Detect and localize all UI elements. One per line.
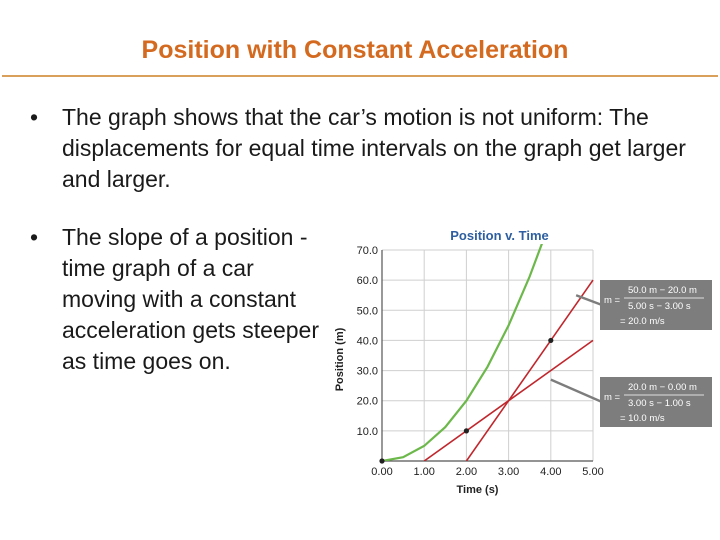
x-tick-label: 1.00 bbox=[413, 466, 435, 478]
slope-result: = 20.0 m/s bbox=[620, 316, 665, 327]
y-tick-label: 30.0 bbox=[356, 365, 378, 378]
data-point bbox=[379, 458, 384, 463]
slope-callout bbox=[551, 377, 712, 427]
slope-denominator: 5.00 s − 3.00 s bbox=[628, 301, 691, 312]
slope-numerator: 20.0 m − 0.00 m bbox=[628, 382, 697, 393]
y-tick-label: 70.0 bbox=[356, 245, 378, 257]
y-tick-label: 10.0 bbox=[356, 425, 378, 438]
x-axis-title: Time (s) bbox=[456, 484, 499, 496]
chart-title: Position v. Time bbox=[450, 228, 549, 243]
slope-symbol: m = bbox=[604, 392, 621, 403]
x-tick-label: 0.00 bbox=[371, 466, 393, 478]
y-tick-label: 50.0 bbox=[356, 305, 378, 318]
data-point bbox=[548, 338, 553, 343]
chart-svg bbox=[325, 222, 715, 502]
position-curve bbox=[382, 222, 593, 461]
slope-callout bbox=[576, 280, 712, 330]
slope-denominator: 3.00 s − 1.00 s bbox=[628, 398, 691, 409]
callout-pointer bbox=[551, 380, 602, 402]
y-tick-label: 60.0 bbox=[356, 275, 378, 288]
slope-numerator: 50.0 m − 20.0 m bbox=[628, 285, 697, 296]
data-point bbox=[464, 428, 469, 433]
slope-result: = 10.0 m/s bbox=[620, 413, 665, 424]
bullet-text: The slope of a position -time graph of a car moving with a constant acceleration gets steeper as time goes on. bbox=[62, 224, 319, 374]
callout-pointer bbox=[576, 295, 602, 305]
slide-title: Position with Constant Acceleration bbox=[141, 36, 569, 64]
position-time-chart bbox=[325, 222, 715, 502]
x-tick-label: 5.00 bbox=[582, 466, 604, 478]
bullet-item bbox=[30, 222, 330, 422]
y-tick-label: 20.0 bbox=[356, 395, 378, 408]
x-tick-label: 3.00 bbox=[497, 466, 520, 478]
x-tick-label: 4.00 bbox=[540, 466, 562, 478]
bullet-marker: • bbox=[30, 224, 39, 250]
bullet-marker: • bbox=[30, 104, 39, 130]
x-tick-label: 2.00 bbox=[455, 466, 478, 478]
y-axis-title: Position (m) bbox=[334, 327, 346, 392]
slope-symbol: m = bbox=[604, 295, 621, 306]
bullet-item bbox=[30, 102, 710, 202]
bullet-text: The graph shows that the car’s motion is not uniform: The displacements for equal time intervals on the graph get larger and larger. bbox=[62, 104, 686, 192]
title-divider bbox=[2, 75, 718, 77]
y-tick-label: 40.0 bbox=[356, 335, 378, 348]
